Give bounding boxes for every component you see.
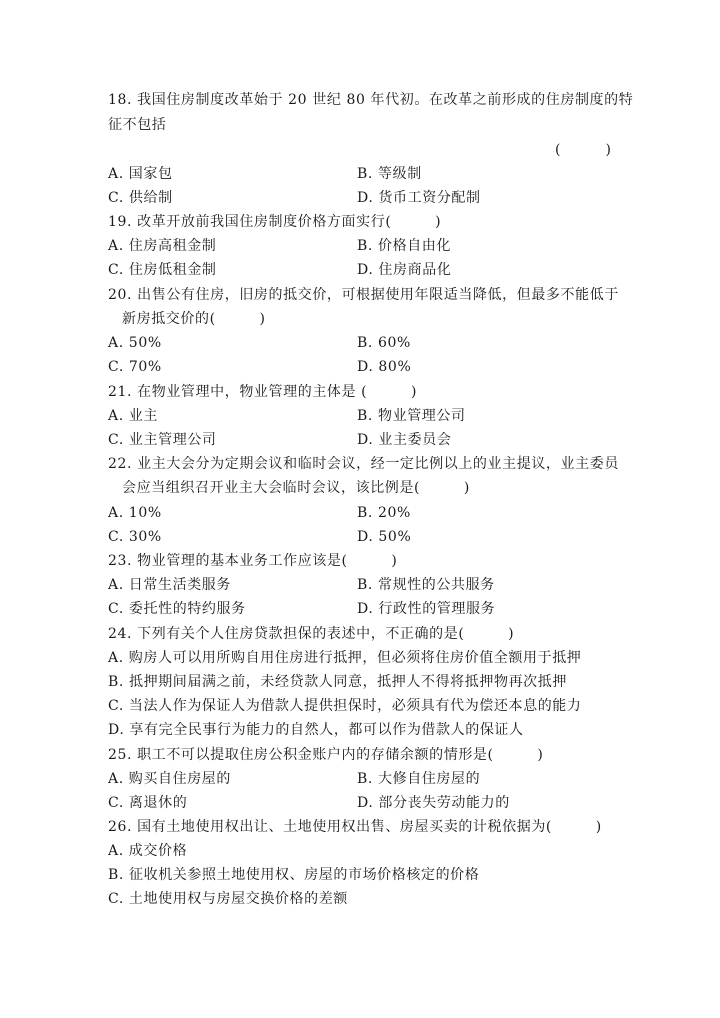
option-d: D. 货币工资分配制 <box>357 190 481 206</box>
option-b: B. 20% <box>357 505 411 521</box>
question-25-options-row2 <box>108 792 510 814</box>
option-b: B. 大修自住房屋的 <box>357 771 481 787</box>
question-21-options-row2 <box>108 429 452 451</box>
question-19-options-row1 <box>108 235 451 257</box>
option-c: C. 住房低租金制 <box>108 262 217 278</box>
question-23-stem: 23. 物业管理的基本业务工作应该是( ) <box>108 553 398 569</box>
option-a: A. 住房高租金制 <box>108 238 217 254</box>
question-18-options-row1 <box>108 163 422 185</box>
answer-paren-open: ( <box>555 142 561 158</box>
question-22-stem: 22. 业主大会分为定期会议和临时会议，经一定比例以上的业主提议，业主委员 <box>108 456 619 472</box>
answer-paren-close: ) <box>605 142 611 158</box>
option-d: D. 50% <box>357 529 412 545</box>
option-b: B. 物业管理公司 <box>357 408 466 424</box>
question-26-option-c: C. 土地使用权与房屋交换价格的差额 <box>108 891 348 907</box>
question-23-options-row2 <box>108 598 496 620</box>
question-24-option-a: A. 购房人可以用所购自用住房进行抵押，但必须将住房价值全额用于抵押 <box>108 650 582 666</box>
option-a: A. 业主 <box>108 408 159 424</box>
option-b: B. 价格自由化 <box>357 238 451 254</box>
option-d: D. 80% <box>357 359 412 375</box>
option-b: B. 常规性的公共服务 <box>357 577 495 593</box>
option-a: A. 日常生活类服务 <box>108 577 232 593</box>
question-25-options-row1 <box>108 768 481 790</box>
question-18-answer-blank <box>555 139 611 161</box>
question-24-option-d: D. 享有完全民事行为能力的自然人，都可以作为借款人的保证人 <box>108 722 524 738</box>
question-23-options-row1 <box>108 574 495 596</box>
option-d: D. 行政性的管理服务 <box>357 601 496 617</box>
question-20-stem-cont: 新房抵交价的( ) <box>122 311 266 327</box>
question-22-options-row1 <box>108 502 411 524</box>
option-a: A. 购买自住房屋的 <box>108 771 232 787</box>
option-c: C. 业主管理公司 <box>108 432 217 448</box>
question-19-stem: 19. 改革开放前我国住房制度价格方面实行( ) <box>108 214 442 230</box>
question-25-stem: 25. 职工不可以提取住房公积金账户内的存储余额的情形是( ) <box>108 747 544 763</box>
option-c: C. 委托性的特约服务 <box>108 601 246 617</box>
question-26-option-b: B. 征收机关参照土地使用权、房屋的市场价格核定的价格 <box>108 867 480 883</box>
question-20-options-row2 <box>108 356 412 378</box>
question-26-option-a: A. 成交价格 <box>108 843 188 859</box>
option-c: C. 离退休的 <box>108 795 188 811</box>
question-20-stem: 20. 出售公有住房，旧房的抵交价，可根据使用年限适当降低，但最多不能低于 <box>108 287 619 303</box>
question-20-options-row1 <box>108 332 411 354</box>
question-21-options-row1 <box>108 405 466 427</box>
option-a: A. 10% <box>108 505 162 521</box>
option-b: B. 60% <box>357 335 411 351</box>
option-a: A. 50% <box>108 335 162 351</box>
option-c: C. 供给制 <box>108 190 173 206</box>
question-26-stem: 26. 国有土地使用权出让、土地使用权出售、房屋买卖的计税依据为( ) <box>108 819 602 835</box>
option-d: D. 住房商品化 <box>357 262 452 278</box>
question-18-options-row2 <box>108 187 481 209</box>
question-24-option-b: B. 抵押期间届满之前，未经贷款人同意，抵押人不得将抵押物再次抵押 <box>108 674 567 690</box>
question-22-stem-cont: 会应当组织召开业主大会临时会议，该比例是( ) <box>122 480 470 496</box>
option-c: C. 70% <box>108 359 162 375</box>
question-24-stem: 24. 下列有关个人住房贷款担保的表述中，不正确的是( ) <box>108 626 515 642</box>
option-d: D. 部分丧失劳动能力的 <box>357 795 510 811</box>
question-18-stem-cont: 征不包括 <box>108 117 167 133</box>
question-24-option-c: C. 当法人作为保证人为借款人提供担保时，必须具有代为偿还本息的能力 <box>108 698 582 714</box>
option-c: C. 30% <box>108 529 162 545</box>
option-d: D. 业主委员会 <box>357 432 452 448</box>
question-19-options-row2 <box>108 259 452 281</box>
question-22-options-row2 <box>108 526 412 548</box>
option-b: B. 等级制 <box>357 166 422 182</box>
question-21-stem: 21. 在物业管理中，物业管理的主体是 ( ) <box>108 384 418 400</box>
option-a: A. 国家包 <box>108 166 173 182</box>
question-18-stem: 18. 我国住房制度改革始于 20 世纪 80 年代初。在改革之前形成的住房制度的特 <box>108 92 634 108</box>
